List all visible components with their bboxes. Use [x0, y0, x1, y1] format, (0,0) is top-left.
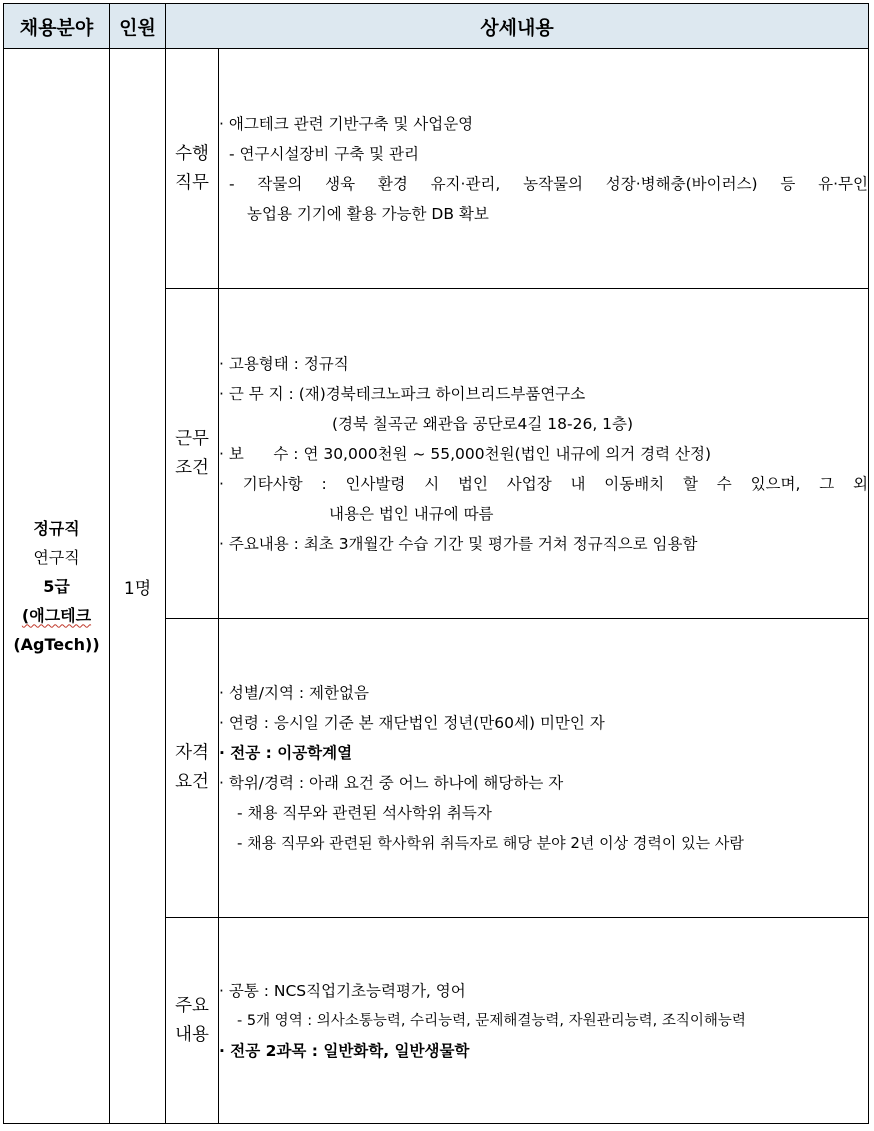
section-body-exam	[219, 918, 869, 1124]
list-item: · 공통 : NCS직업기초능력평가, 영어	[219, 981, 466, 1000]
list-item: · 근 무 지 : (재)경북테크노파크 하이브리드부품연구소	[219, 384, 586, 403]
list-item: 농업용 기기에 활용 가능한 DB 확보	[247, 204, 489, 223]
list-item: · 보 수 : 연 30,000천원 ~ 55,000천원(법인 내규에 의거 경력 산정)	[219, 444, 712, 463]
headcount-cell: 1명	[110, 49, 166, 1124]
job-posting-table	[3, 3, 869, 1124]
list-item: - 채용 직무와 관련된 석사학위 취득자	[237, 804, 492, 822]
header-headcount: 인원	[110, 4, 166, 49]
list-item: · 학위/경력 : 아래 요건 중 어느 하나에 해당하는 자	[219, 774, 564, 792]
position-category: 연구직	[33, 547, 80, 567]
list-item: - 연구시설장비 구축 및 관리	[229, 144, 420, 163]
position-cell	[4, 49, 110, 1124]
list-item: - 5개 영역 : 의사소통능력, 수리능력, 문제해결능력, 자원관리능력, 조직이해능력	[237, 1012, 746, 1029]
list-item: (경북 칠곡군 왜관읍 공단로4길 18-26, 1층)	[332, 414, 634, 433]
section-label-duties: 수행 직무	[166, 49, 219, 289]
section-body-conditions	[219, 289, 869, 619]
section-label-exam: 주요 내용	[166, 918, 219, 1124]
position-area-en: (AgTech))	[13, 634, 100, 654]
list-item: - 채용 직무와 관련된 학사학위 취득자로 해당 분야 2년 이상 경력이 있는 사람	[237, 834, 744, 852]
list-item: · 성별/지역 : 제한없음	[219, 684, 369, 702]
list-item: · 고용형태 : 정규직	[219, 354, 349, 373]
section-body-qualifications	[219, 619, 869, 918]
header-details: 상세내용	[166, 4, 869, 49]
section-body-duties	[219, 49, 869, 289]
position-type: 정규직	[33, 518, 80, 538]
section-duties	[4, 49, 869, 289]
list-item: · 전공 2과목 : 일반화학, 일반생물학	[219, 1041, 470, 1060]
list-item: · 애그테크 관련 기반구축 및 사업운영	[219, 114, 474, 133]
list-item: · 연령 : 응시일 기준 본 재단법인 정년(만60세) 미만인 자	[219, 714, 605, 732]
list-item: · 기타사항 : 인사발령 시 법인 사업장 내 이동배치 할 수 있으며, 그 외	[219, 474, 868, 493]
list-item: · 주요내용 : 최초 3개월간 수습 기간 및 평가를 거쳐 정규직으로 임용함	[219, 534, 698, 553]
list-item: · 전공 : 이공학계열	[219, 744, 353, 762]
list-item: 내용은 법인 내규에 따름	[329, 504, 494, 523]
position-area: (애그테크	[21, 605, 92, 625]
position-grade: 5급	[43, 576, 70, 596]
list-item: - 작물의 생육 환경 유지·관리, 농작물의 성장·병해충(바이러스) 등 유·무인	[229, 174, 868, 193]
section-label-conditions: 근무 조건	[166, 289, 219, 619]
header-field: 채용분야	[4, 4, 110, 49]
header-row	[4, 4, 869, 49]
section-label-qualifications: 자격 요건	[166, 619, 219, 918]
